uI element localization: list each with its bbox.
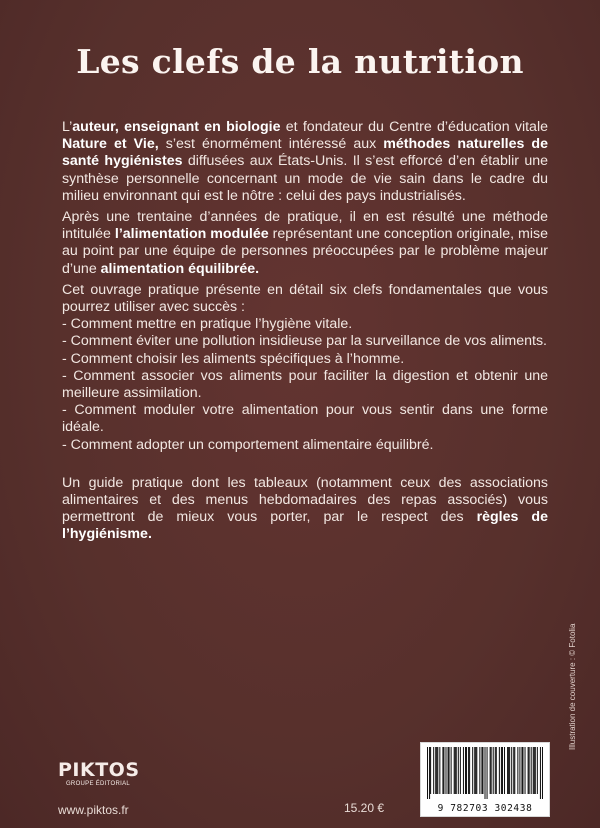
- barcode-bar: [465, 747, 466, 794]
- blurb: [62, 119, 548, 544]
- barcode-bar: [437, 747, 438, 794]
- list-item: - Comment adopter un comportement alimentaire équilibré.: [62, 436, 434, 453]
- barcode-bar: [445, 747, 446, 794]
- barcode-bar: [490, 747, 491, 794]
- paragraph-guide: [62, 475, 548, 544]
- barcode-bar: [535, 747, 536, 794]
- barcode-bar: [482, 747, 483, 794]
- barcode-bar: [493, 747, 494, 794]
- list-item: - Comment moduler votre alimentation pour vous sentir dans une forme idéale.: [62, 402, 548, 436]
- barcode-bar: [455, 747, 456, 794]
- barcode-bar: [460, 747, 461, 794]
- barcode-bar: [481, 747, 482, 794]
- barcode-bar: [537, 747, 538, 794]
- barcode-bar: [454, 747, 455, 794]
- list-item: - Comment éviter une pollution insidieuse par la surveillance de vos aliments.: [62, 333, 547, 350]
- barcode-bar: [448, 747, 449, 794]
- cover-credit: Illustration de couverture : © Fotolia: [568, 623, 577, 750]
- barcode-bar: [468, 747, 469, 794]
- list-item: - Comment associer vos aliments pour faciliter la digestion et obtenir une meilleure assimilation.: [62, 367, 548, 402]
- text: représentant une conception originale, mise au point par une équipe de personnes préoccupées par le problème majeur d’une: [62, 226, 548, 277]
- barcode-bar: [511, 747, 512, 794]
- emphasis: règles de l’hygiénisme.: [62, 509, 548, 543]
- barcode-bar: [514, 747, 515, 794]
- barcode-bar: [456, 747, 457, 794]
- text: L’: [62, 119, 73, 135]
- barcode-bar: [463, 747, 464, 794]
- barcode-bar: [433, 747, 434, 794]
- barcode-bar: [476, 747, 477, 794]
- barcode-bar: [475, 747, 476, 794]
- barcode-bar: [496, 747, 497, 794]
- barcode-bar: [502, 747, 503, 794]
- publisher-subtitle: GROUPE ÉDITORIAL: [65, 781, 131, 787]
- book-title: Les clefs de la nutrition: [76, 42, 524, 81]
- isbn-number: 9 782703 302438: [437, 803, 533, 814]
- barcode-bar: [534, 747, 535, 794]
- barcode-bar: [451, 747, 452, 794]
- paragraph-author: [62, 119, 548, 205]
- barcode-bar: [435, 747, 436, 794]
- barcode-bar: [429, 747, 430, 799]
- barcode-bar: [531, 747, 532, 794]
- barcode-bar: [469, 747, 470, 794]
- barcode-bar: [484, 747, 485, 799]
- emphasis: alimentation équilibrée.: [100, 260, 260, 277]
- barcode-bar: [522, 747, 523, 794]
- text: Un guide pratique dont les tableaux (notamment ceux des associations alimentaires et des menus hebdomadaires des repas associés) vous permettront de mieux vous porter, par le respect des: [62, 474, 548, 526]
- emphasis: auteur, enseignant en biologie: [72, 119, 281, 135]
- barcode-bar: [449, 747, 450, 794]
- barcode-bar: [436, 747, 437, 794]
- emphasis: l’alimentation modulée: [114, 226, 269, 243]
- emphasis: Nature et Vie,: [62, 136, 159, 153]
- barcode-bar: [508, 747, 509, 794]
- barcode-bar: [513, 747, 514, 794]
- price-label: 15.20 €: [344, 801, 385, 815]
- paragraph-method: [62, 209, 548, 278]
- barcode-bar: [495, 747, 496, 794]
- barcode-bar: [430, 747, 431, 794]
- barcode-bar: [439, 747, 440, 794]
- barcode-bar: [442, 747, 443, 794]
- publisher-website: www.piktos.fr: [58, 803, 129, 817]
- barcode-bar: [521, 747, 522, 794]
- list-item: - Comment choisir les aliments spécifiques à l’homme.: [62, 350, 405, 367]
- barcode-bar: [525, 747, 526, 794]
- barcode-bar: [472, 747, 473, 794]
- barcode-bar: [499, 747, 500, 794]
- barcode-bar: [507, 747, 508, 794]
- keys-list: [62, 316, 548, 454]
- publisher-logo: [58, 760, 138, 787]
- barcode-bar: [443, 747, 444, 794]
- barcode-bar: [504, 747, 505, 794]
- barcode-bar: [529, 747, 530, 794]
- barcode-bar: [509, 747, 510, 794]
- text: s’est énormément intéressé aux: [158, 136, 384, 153]
- paragraph-intro-keys: Cet ouvrage pratique présente en détail six clefs fondamentales que vous pourrez utiliser avec succès :: [62, 281, 548, 316]
- barcode-bar: [427, 747, 428, 799]
- barcode-bar: [479, 747, 480, 794]
- barcode-bar: [533, 747, 534, 794]
- barcode-bar: [466, 747, 467, 794]
- barcode-bar: [528, 747, 529, 794]
- barcode-bars: [427, 747, 543, 799]
- barcode-bar: [519, 747, 520, 794]
- barcode-bar: [501, 747, 502, 794]
- barcode-bar: [540, 747, 541, 799]
- barcode-bar: [458, 747, 459, 794]
- list-item: - Comment mettre en pratique l’hygiène vitale.: [62, 316, 353, 333]
- barcode-bar: [491, 747, 492, 794]
- text: et fondateur du Centre d’éducation vitale: [280, 119, 548, 135]
- barcode-bar: [487, 747, 488, 799]
- publisher-name: PIKTOS: [58, 759, 140, 781]
- barcode-bar: [542, 747, 543, 799]
- barcode-bar: [517, 747, 518, 794]
- barcode-bar: [474, 747, 475, 794]
- emphasis: méthodes naturelles de santé hygiénistes: [62, 136, 548, 170]
- text: Après une trentaine d’années de pratique, il en est résulté une méthode intitulée: [62, 209, 548, 243]
- barcode: [420, 742, 550, 817]
- text: diffusées aux États-Unis. Il s’est efforcé d’en établir une synthèse personnelle concernant un mode de vie sain dans le cadre du milieu environnant qui est le nôtre : celui des pays industrialisés.: [62, 153, 548, 204]
